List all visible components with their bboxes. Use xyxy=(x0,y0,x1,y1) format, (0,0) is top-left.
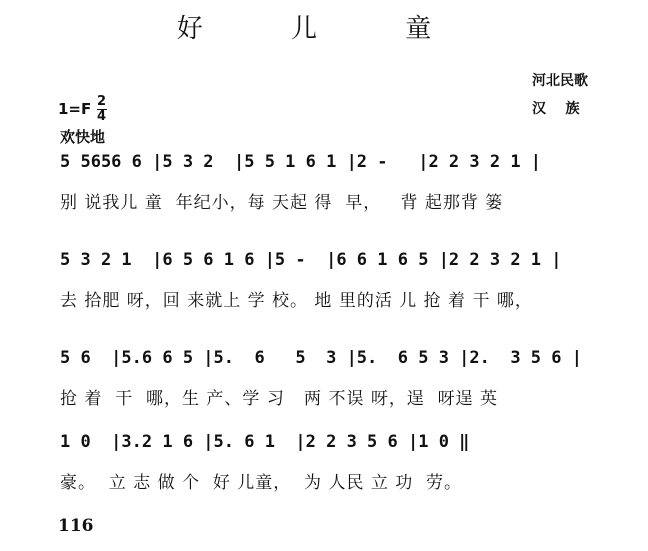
time-bottom: 4 xyxy=(96,109,107,124)
time-signature xyxy=(97,96,107,123)
lyric-row-2: 去 拾肥 呀，回 来就上 学 校。 地 里的活 儿 抢 着 干 哪， xyxy=(60,291,533,311)
song-ethnicity: 汉 族 xyxy=(532,101,580,117)
lyric-row-1: 别 说我儿 童 年纪小，每 天起 得 早， 背 起那背 篓 xyxy=(60,193,504,213)
song-title: 好 儿 童 xyxy=(176,14,472,44)
notation-row-3: 5 6 |5.6 6 5 |5. 6 5 3 |5. 6 5 3 |2. 3 5 6 | xyxy=(60,348,582,368)
lyric-row-3: 抢 着 干 哪，生 产、学 习 两 不误 呀，逞 呀逞 英 xyxy=(60,389,499,409)
page-number: 116 xyxy=(58,516,94,536)
notation-row-2: 5 3 2 1 |6 5 6 1 6 |5 - |6 6 1 6 5 |2 2 3 2 1 | xyxy=(60,250,562,270)
key-label: 1=F xyxy=(58,100,92,118)
time-top: 2 xyxy=(96,94,107,109)
song-source: 河北民歌 xyxy=(532,73,588,89)
notation-row-1: 5 5656 6 |5 3 2 |5 5 1 6 1 |2 - |2 2 3 2 1 | xyxy=(60,152,542,172)
lyric-row-4: 豪。 立 志 做 个 好 儿童， 为 人民 立 功 劳。 xyxy=(60,473,463,493)
key-signature xyxy=(58,96,107,123)
notation-row-4: 1 0 |3.2 1 6 |5. 6 1 |2 2 3 5 6 |1 0 ‖ xyxy=(60,432,470,452)
tempo-marking: 欢快地 xyxy=(60,128,106,146)
